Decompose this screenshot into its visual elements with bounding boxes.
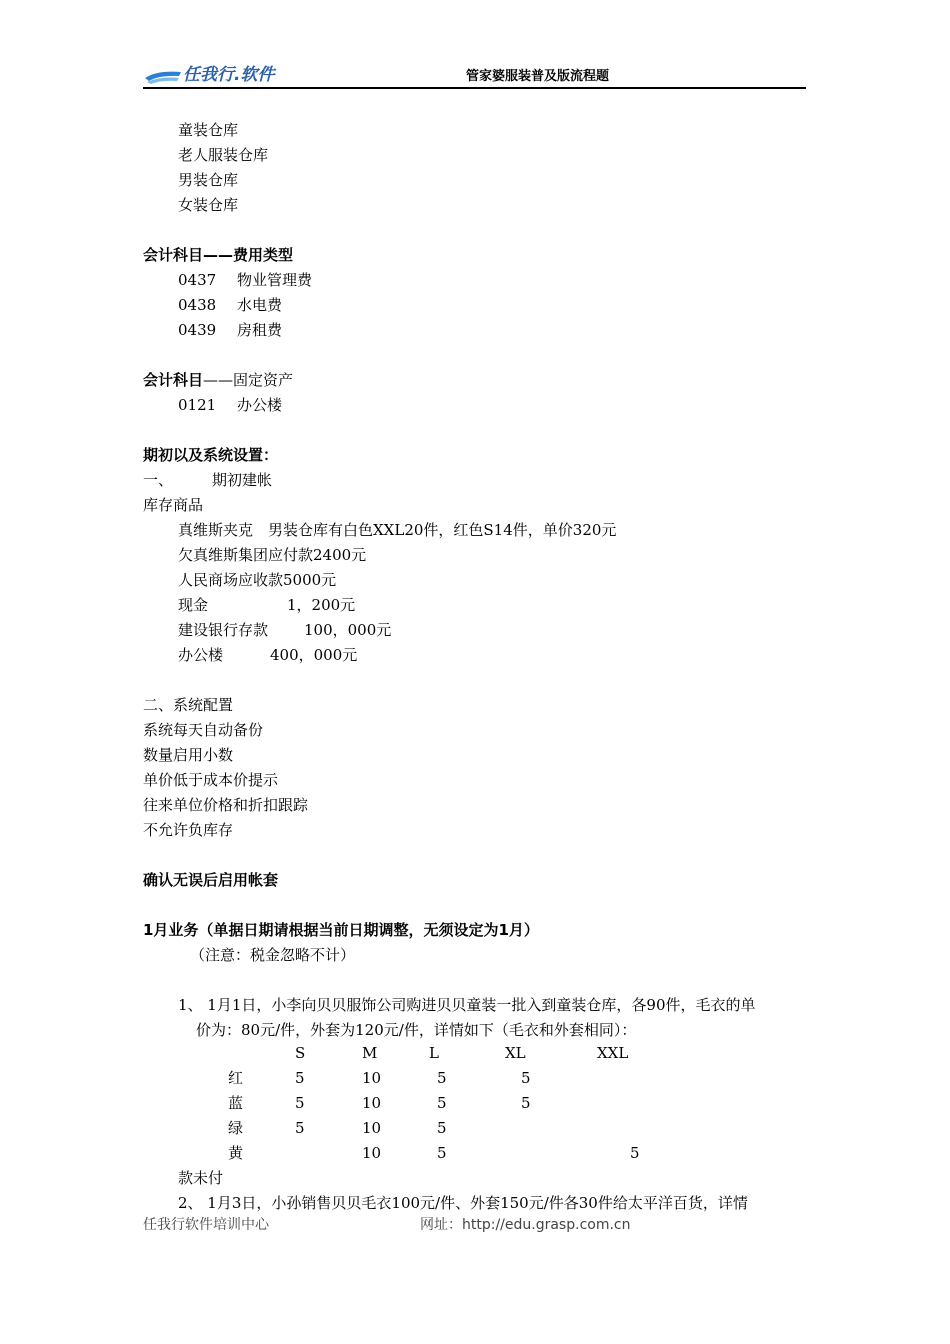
color-label: 红 [228,1069,244,1087]
expense-code: 0437 [178,271,217,289]
size-header: XXL [597,1044,629,1062]
footer-url[interactable]: 网址：http://edu.grasp.com.cn [420,1217,631,1233]
header-divider [143,87,806,89]
size-header: M [362,1044,378,1062]
bank-label: 建设银行存款 [178,621,269,639]
size-header: S [295,1044,306,1062]
expense-name: 物业管理费 [237,271,313,289]
confirm-heading: 确认无误后启用帐套 [143,871,279,889]
qty-cell: 5 [630,1144,640,1162]
warehouse-item: 男装仓库 [178,171,239,189]
config-heading: 二、系统配置 [143,696,234,714]
fixed-assets-heading-bold: 会计科目 [143,371,204,389]
config-item: 单价低于成本价提示 [143,771,279,789]
task2-line1: 2、 1月3日，小孙销售贝贝毛衣100元/件、外套150元/件各30件给太平洋百货，详情 [178,1194,748,1212]
logo-text: 任我行.软件 [183,65,275,85]
expense-name: 水电费 [237,296,283,314]
qty-cell: 10 [362,1119,382,1137]
footer-left: 任我行软件培训中心 [143,1217,269,1233]
cash-label: 现金 [178,596,209,614]
fixed-assets-heading-rest: ——固定资产 [203,371,294,389]
qty-cell: 5 [521,1069,531,1087]
office-value: 400，000元 [270,646,358,664]
config-item: 往来单位价格和折扣跟踪 [143,796,309,814]
qty-cell: 5 [295,1119,305,1137]
qty-cell: 10 [362,1094,382,1112]
color-label: 绿 [228,1119,244,1137]
qty-cell: 10 [362,1069,382,1087]
config-item: 系统每天自动备份 [143,721,264,739]
qty-cell: 10 [362,1144,382,1162]
section1-number: 一、 [143,471,174,489]
task1-line1: 1、 1月1日，小李向贝贝服饰公司购进贝贝童装一批入到童装仓库，各90件，毛衣的单 [178,996,756,1014]
warehouse-item: 童装仓库 [178,121,239,139]
opening-line: 人民商场应收款5000元 [178,571,337,589]
opening-line: 欠真维斯集团应付款2400元 [178,546,367,564]
company-logo [143,64,275,86]
color-label: 黄 [228,1144,244,1162]
size-header: L [429,1044,439,1062]
section1-title: 期初建帐 [212,471,273,489]
expense-heading: 会计科目——费用类型 [143,246,294,264]
qty-cell: 5 [437,1094,447,1112]
bank-value: 100，000元 [304,621,392,639]
stock-label: 库存商品 [143,496,204,514]
fixed-assets-heading [143,370,293,390]
warehouse-item: 老人服装仓库 [178,146,269,164]
qty-cell: 5 [295,1069,305,1087]
cash-value: 1，200元 [287,596,356,614]
setup-heading: 期初以及系统设置： [143,446,279,464]
opening-line: 真维斯夹克 男装仓库有白色XXL20件，红色S14件，单价320元 [178,521,617,539]
config-item: 不允许负库存 [143,821,234,839]
asset-name: 办公楼 [237,396,283,414]
warehouse-item: 女装仓库 [178,196,239,214]
expense-code: 0438 [178,296,217,314]
office-label: 办公楼 [178,646,224,664]
qty-cell: 5 [437,1069,447,1087]
january-note: （注意：税金忽略不计） [190,946,356,964]
config-item: 数量启用小数 [143,746,234,764]
header-title: 管家婆服装普及版流程题 [466,69,610,84]
qty-cell: 5 [437,1119,447,1137]
january-heading: 1月业务（单据日期请根据当前日期调整，无须设定为1月） [143,921,539,939]
qty-cell: 5 [521,1094,531,1112]
logo-swoosh-icon [143,64,183,86]
unpaid-note: 款未付 [178,1169,224,1187]
color-label: 蓝 [228,1094,244,1112]
expense-name: 房租费 [237,321,283,339]
qty-cell: 5 [295,1094,305,1112]
qty-cell: 5 [437,1144,447,1162]
expense-code: 0439 [178,321,217,339]
asset-code: 0121 [178,396,217,414]
task1-line2: 价为：80元/件，外套为120元/件，详情如下（毛衣和外套相同）： [196,1021,637,1039]
size-header: XL [505,1044,526,1062]
